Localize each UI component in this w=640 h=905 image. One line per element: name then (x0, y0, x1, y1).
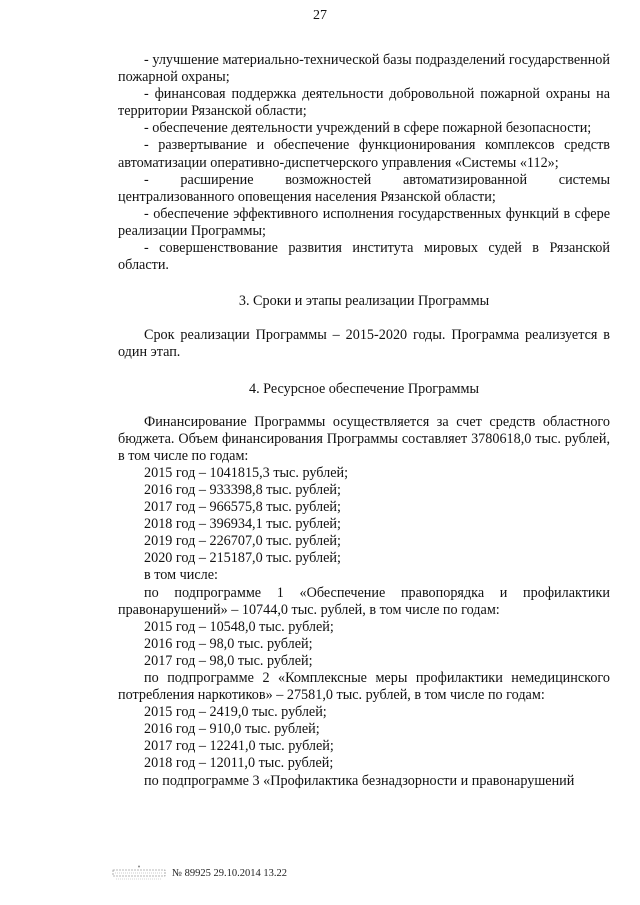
section-4-heading: 4. Ресурсное обеспечение Программы (248, 380, 480, 397)
funding-year-line: 2015 год – 1041815,3 тыс. рублей; (144, 464, 349, 481)
subprogram-1-year-line: 2016 год – 98,0 тыс. рублей; (144, 635, 313, 652)
funding-year-line: 2016 год – 933398,8 тыс. рублей; (144, 481, 341, 498)
section-3-heading: 3. Сроки и этапы реализации Программы (238, 293, 490, 310)
bullet-item: - развертывание и обеспечение функционирования комплексов средств автоматизации оперативно-диспетчерского управления «Системы «112»; (118, 137, 610, 171)
funding-year-line: 2020 год – 215187,0 тыс. рублей; (144, 550, 341, 567)
bullet-item: - расширение возможностей автоматизированной системы централизованного оповещения населения Рязанской области; (118, 171, 610, 205)
subprogram-2-year-line: 2015 год – 2419,0 тыс. рублей; (144, 704, 327, 721)
page-number: 27 (313, 8, 327, 23)
funding-year-line: 2019 год – 226707,0 тыс. рублей; (144, 533, 341, 550)
bullet-item: - улучшение материально-технической базы подразделений государственной пожарной охраны; (118, 52, 610, 86)
subprogram-2-year-line: 2016 год – 910,0 тыс. рублей; (144, 721, 320, 738)
bullet-item: - обеспечение эффективного исполнения государственных функций в сфере реализации Программы; (118, 205, 610, 239)
bullet-item: - обеспечение деятельности учреждений в сфере пожарной безопасности; (144, 120, 592, 137)
subprogram-3-text: по подпрограмме 3 «Профилактика безнадзорности и правонарушений (144, 772, 575, 789)
funding-year-line: 2017 год – 966575,8 тыс. рублей; (144, 499, 341, 516)
subprogram-1-text: по подпрограмме 1 «Обеспечение правопорядка и профилактики правонарушений» – 10744,0 тыс. рублей, в том числе по годам: (118, 584, 610, 618)
registration-number: № 89925 29.10.2014 13.22 (172, 867, 288, 879)
registry-stamp-icon (112, 864, 166, 882)
subprogram-1-year-line: 2015 год – 10548,0 тыс. рублей; (144, 618, 334, 635)
section-3-text: Срок реализации Программы – 2015-2020 годы. Программа реализуется в один этап. (118, 327, 610, 361)
funding-year-line: 2018 год – 396934,1 тыс. рублей; (144, 516, 341, 533)
subprogram-2-year-line: 2017 год – 12241,0 тыс. рублей; (144, 738, 334, 755)
document-body (118, 52, 610, 790)
subprogram-2-year-line: 2018 год – 12011,0 тыс. рублей; (144, 755, 334, 772)
section-4-intro: Финансирование Программы осуществляется за счет средств областного бюджета. Объем финансирования Программы составляет 3780618,0 тыс. рублей, в том числе по годам: (118, 413, 610, 464)
bullet-item: - финансовая поддержка деятельности добровольной пожарной охраны на территории Рязанской области; (118, 86, 610, 120)
subprogram-1-year-line: 2017 год – 98,0 тыс. рублей; (144, 652, 313, 669)
bullet-item: - совершенствование развития института мировых судей в Рязанской области. (118, 240, 610, 274)
subprogram-2-text: по подпрограмме 2 «Комплексные меры профилактики немедицинского потребления наркотиков» – 27581,0 тыс. рублей, в том числе по годам: (118, 670, 610, 704)
registration-footer (112, 864, 287, 882)
including-label: в том числе: (144, 567, 218, 584)
